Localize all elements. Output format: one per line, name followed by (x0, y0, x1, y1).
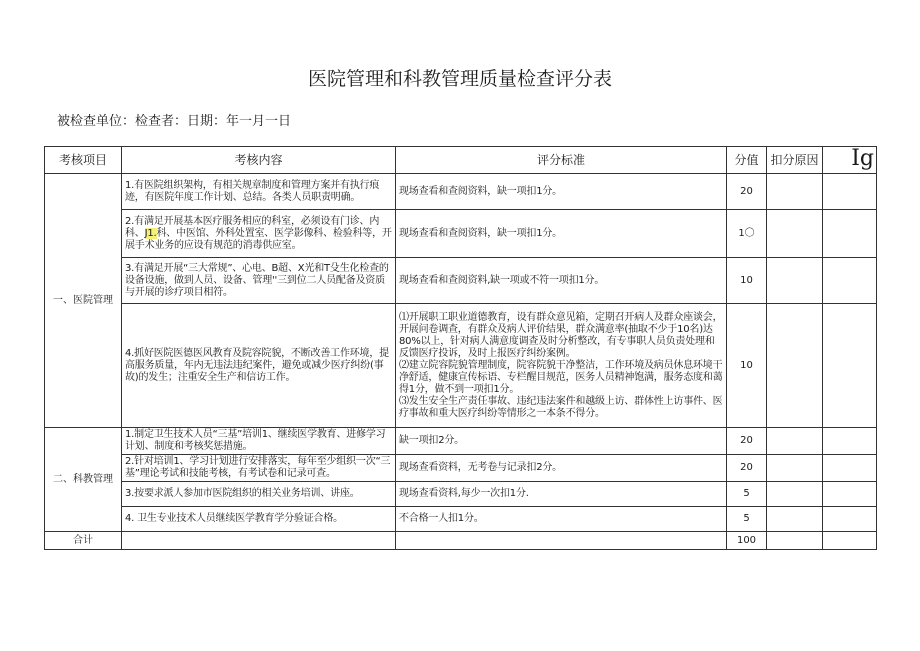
row-content: 2.针对培训1、学习计划进行安排落实，每年至少组织一次“三基”理论考试和技能考核，有考试卷和记录可查。 (122, 455, 396, 482)
row-standard: 现场查看和查阅资料，缺一项扣1分。 (396, 174, 727, 210)
header-extra-glyph: Ig (851, 146, 874, 171)
highlighted-text: J1. (144, 227, 157, 239)
row-content: 2.有满足开展基本医疗服务相应的科室，必须设有门诊、内科、J1.科、中医馆、外科处置室、医学影像科、检验科等，开展手术业务的应设有规范的消毒供应室。 (122, 210, 396, 258)
total-label: 合计 (45, 532, 122, 550)
row-score: 20 (727, 174, 767, 210)
row-content: 3.按要求派人参加市医院组织的相关业务培训、讲座。 (122, 482, 396, 507)
row-reason[interactable] (767, 455, 823, 482)
row-reason[interactable] (767, 304, 823, 428)
table-row (45, 482, 877, 507)
row-reason[interactable] (767, 174, 823, 210)
row-extra (823, 455, 877, 482)
scoring-table (44, 146, 877, 550)
row-extra (823, 482, 877, 507)
row-score: 1〇 (727, 210, 767, 258)
row-score: 20 (727, 455, 767, 482)
row-score: 5 (727, 507, 767, 532)
table-row (45, 210, 877, 258)
total-score: 100 (727, 532, 767, 550)
total-row (45, 532, 877, 550)
row-content: 1.有医院组织架构，有相关规章制度和管理方案并有执行痕迹，有医院年度工作计划、总结。各类人员职责明确。 (122, 174, 396, 210)
header-reason: 扣分原因 (767, 147, 823, 174)
row-extra (823, 507, 877, 532)
group-name-education: 二、科教管理 (45, 428, 122, 532)
table-row (45, 428, 877, 455)
header-content: 考核内容 (122, 147, 396, 174)
table-row (45, 455, 877, 482)
row-score: 10 (727, 258, 767, 304)
table-row (45, 304, 877, 428)
row-reason[interactable] (767, 258, 823, 304)
header-score: 分值 (727, 147, 767, 174)
group-name-hospital: 一、医院管理 (45, 174, 122, 428)
row-extra (823, 304, 877, 428)
total-reason[interactable] (767, 532, 823, 550)
row-extra (823, 210, 877, 258)
table-row (45, 507, 877, 532)
total-standard (396, 532, 727, 550)
row-extra (823, 174, 877, 210)
row-reason[interactable] (767, 210, 823, 258)
table-header-row (45, 147, 877, 174)
row-score: 5 (727, 482, 767, 507)
header-standard: 评分标准 (396, 147, 727, 174)
row-score: 10 (727, 304, 767, 428)
row-standard: 现场查看资料，无考卷与记录扣2分。 (396, 455, 727, 482)
row-content: 1.制定卫生技术人员“三基”培训1、继续医学教育、进修学习计划、制度和考核奖惩措施。 (122, 428, 396, 455)
row-reason[interactable] (767, 507, 823, 532)
table-row (45, 174, 877, 210)
total-content (122, 532, 396, 550)
row-standard: 缺一项扣2分。 (396, 428, 727, 455)
row-extra (823, 428, 877, 455)
row-standard: 不合格一人扣1分。 (396, 507, 727, 532)
row-content: 4.抓好医院医德医风教育及院容院貌，不断改善工作环境，提高服务质量，年内无违法违纪案件，避免或减少医疗纠纷(事故)的发生；注重安全生产和信访工作。 (122, 304, 396, 428)
row-reason[interactable] (767, 482, 823, 507)
row-standard: 现场查看资料,每少一次扣1分. (396, 482, 727, 507)
row-reason[interactable] (767, 428, 823, 455)
row-standard: 现场查看和查阅资料，缺一项扣1分。 (396, 210, 727, 258)
header-item: 考核项目 (45, 147, 122, 174)
inspection-info-line: 被检查单位：检查者：日期：年一月一日 (57, 114, 292, 129)
row-content: 3.有满足开展“三大常规”、心电、B超、X光和T殳生化检查的设备设施，做到人员、设备、管理''三到位二人员配备及资质与开展的诊疗项目相符。 (122, 258, 396, 304)
table-row (45, 258, 877, 304)
page-title: 医院管理和科教管理质量检查评分表 (307, 68, 612, 90)
row-score: 20 (727, 428, 767, 455)
row-extra (823, 258, 877, 304)
row-content: 4. 卫生专业技术人员继续医学教育学分验证合格。 (122, 507, 396, 532)
total-extra (823, 532, 877, 550)
row-standard: 现场查看和查阅资料,缺一项或不符一项扣1分。 (396, 258, 727, 304)
row-standard: ⑴开展职工职业道德教育，设有群众意见箱，定期召开病人及群众座谈会，开展问卷调查，有群众及病人评价结果，群众满意率(抽取不少于10名)达80%以上，针对病人满意度调查及时分析整改，有专事职人员负责处理和反馈医疗投诉，及时上报医疗纠纷案例。 ⑵建立院容院貌管理制度，院容院貌干净整洁，工作环境及病员休息环境干净舒适，健康宣传标语、专栏醒目规范，医务人员精神饱满，服务态度和蔼得1分，做不到一项扣1分。 ⑶发生安全生产责任事故、违纪违法案件和越级上访、群体性上访事件、医疗事故和重大医疗纠纷等情形之一本条不得分。 (396, 304, 727, 428)
header-extra (823, 147, 877, 174)
